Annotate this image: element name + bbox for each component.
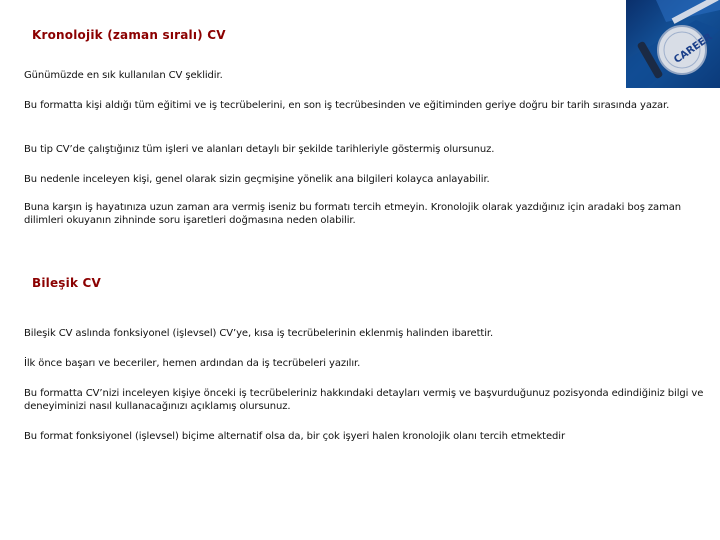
paragraph: Bu formatta kişi aldığı tüm eğitimi ve iş tecrübelerini, en son iş tecrübesinden ve eğitiminden geriye doğru bir tarih sırasında yazar. [24, 100, 670, 111]
paragraph: İlk önce başarı ve beceriler, hemen ardından da iş tecrübeleri yazılır. [24, 358, 361, 369]
section-title-chronological: Kronolojik (zaman sıralı) CV [32, 28, 226, 42]
paragraph: Bu format fonksiyonel (işlevsel) biçime alternatif olsa da, bir çok işyeri halen kronolojik olanı tercih etmektedir [24, 431, 565, 442]
paragraph: Günümüzde en sık kullanılan CV şeklidir. [24, 70, 223, 81]
paragraph: Bileşik CV aslında fonksiyonel (işlevsel) CV’ye, kısa iş tecrübelerinin eklenmiş halinden ibarettir. [24, 328, 494, 339]
paragraph: Bu formatta CV’nizi inceleyen kişiye önceki iş tecrübeleriniz hakkındaki detayları vermiş ve başvurduğunuz pozisyonda edindiğiniz bilgi ve deneyiminizi nasıl kullanacağınızı açıklamış olursunuz. [24, 388, 704, 412]
section-title-composite: Bileşik CV [32, 276, 102, 290]
paragraph: Bu nedenle inceleyen kişi, genel olarak sizin geçmişine yönelik ana bilgileri kolayca anlayabilir. [24, 174, 490, 185]
paragraph: Buna karşın iş hayatınıza uzun zaman ara vermiş iseniz bu formatı tercih etmeyin. Kronolojik olarak yazdığınız için aradaki boş zaman dilimleri okuyanın zihninde soru işaretleri doğmasına neden olabilir. [24, 202, 681, 226]
paragraph: Bu tip CV’de çalıştığınız tüm işleri ve alanları detaylı bir şekilde tarihleriyle göstermiş olursunuz. [24, 144, 495, 155]
logo-text: CAREER [672, 31, 715, 66]
